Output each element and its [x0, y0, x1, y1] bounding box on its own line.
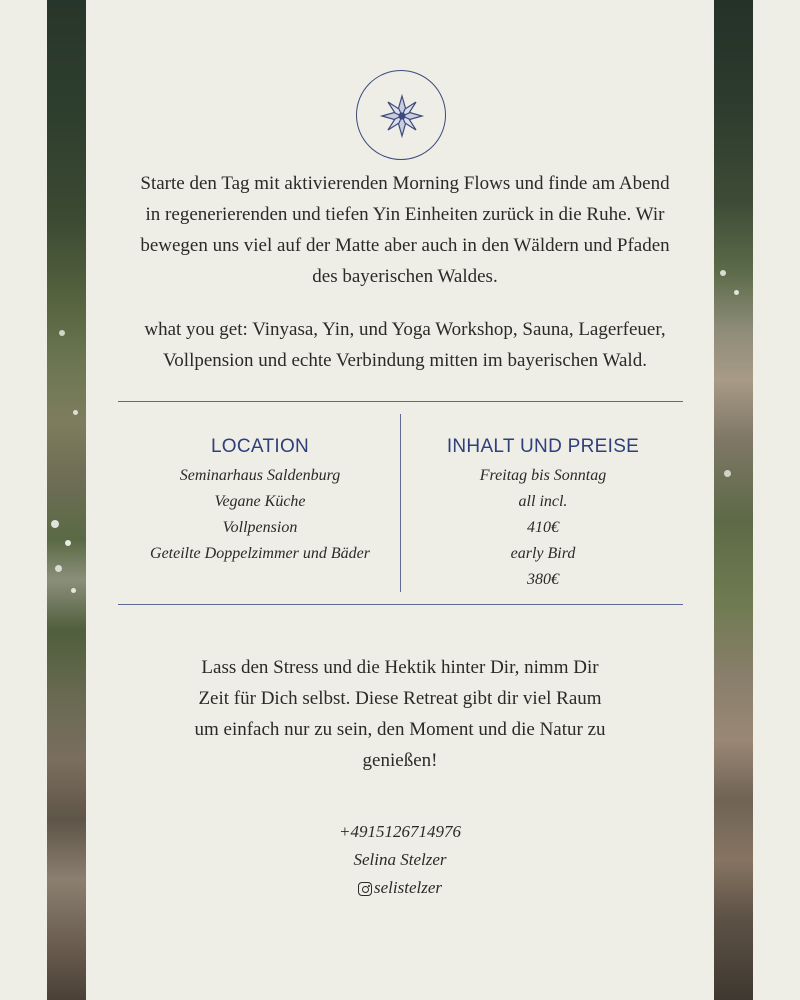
location-item: Seminarhaus Saldenburg: [179, 467, 341, 484]
pricing-item: all incl.: [518, 493, 568, 510]
column-divider: [400, 414, 401, 592]
pricing-title: INHALT UND PREISE: [446, 436, 640, 457]
pricing-item: Freitag bis Sonntag: [479, 467, 607, 484]
closing-line: Zeit für Dich selbst. Diese Retreat gibt dir viel Raum: [198, 688, 602, 709]
intro-paragraph: [100, 168, 710, 292]
logo-badge: [356, 70, 446, 160]
contact-phone[interactable]: +4915126714976: [339, 822, 461, 841]
pricing-column: [402, 434, 684, 593]
intro-line: Starte den Tag mit aktivierenden Morning Flows und finde am Abend: [140, 173, 670, 194]
instagram-icon: [358, 882, 372, 896]
contact-name: Selina Stelzer: [353, 850, 447, 869]
price-early-bird: 380€: [527, 571, 559, 588]
closing-line: genießen!: [362, 750, 438, 771]
price-regular: 410€: [527, 519, 559, 536]
location-title: LOCATION: [210, 436, 310, 457]
what-you-get-line: what you get: Vinyasa, Yin, und Yoga Workshop, Sauna, Lagerfeuer,: [144, 319, 666, 340]
location-item: Geteilte Doppelzimmer und Bäder: [150, 545, 370, 562]
closing-line: um einfach nur zu sein, den Moment und die Natur zu: [194, 719, 606, 740]
location-column: [120, 434, 400, 567]
instagram-handle[interactable]: selistelzer: [374, 878, 442, 897]
contact-block: [250, 818, 550, 905]
intro-line: bewegen uns viel auf der Matte aber auch in den Wäldern und Pfaden: [140, 235, 670, 256]
intro-line: in regenerierenden und tiefen Yin Einheiten zurück in die Ruhe. Wir: [145, 204, 665, 225]
what-you-get-paragraph: [100, 314, 710, 376]
instagram-handle-row[interactable]: [358, 874, 442, 902]
location-item: Vollpension: [222, 519, 298, 536]
intro-line: des bayerischen Waldes.: [312, 266, 498, 287]
pricing-item: early Bird: [510, 545, 576, 562]
what-you-get-line: Vollpension und echte Verbindung mitten im bayerischen Wald.: [163, 350, 647, 371]
forest-photo-strip-right: [714, 0, 753, 1000]
closing-paragraph: [160, 652, 640, 776]
forest-photo-strip-left: [47, 0, 86, 1000]
divider-top: [118, 401, 683, 402]
divider-bottom: [118, 604, 683, 605]
closing-line: Lass den Stress und die Hektik hinter Dir, nimm Dir: [201, 657, 599, 678]
location-item: Vegane Küche: [214, 493, 306, 510]
lotus-star-icon: [379, 93, 425, 139]
